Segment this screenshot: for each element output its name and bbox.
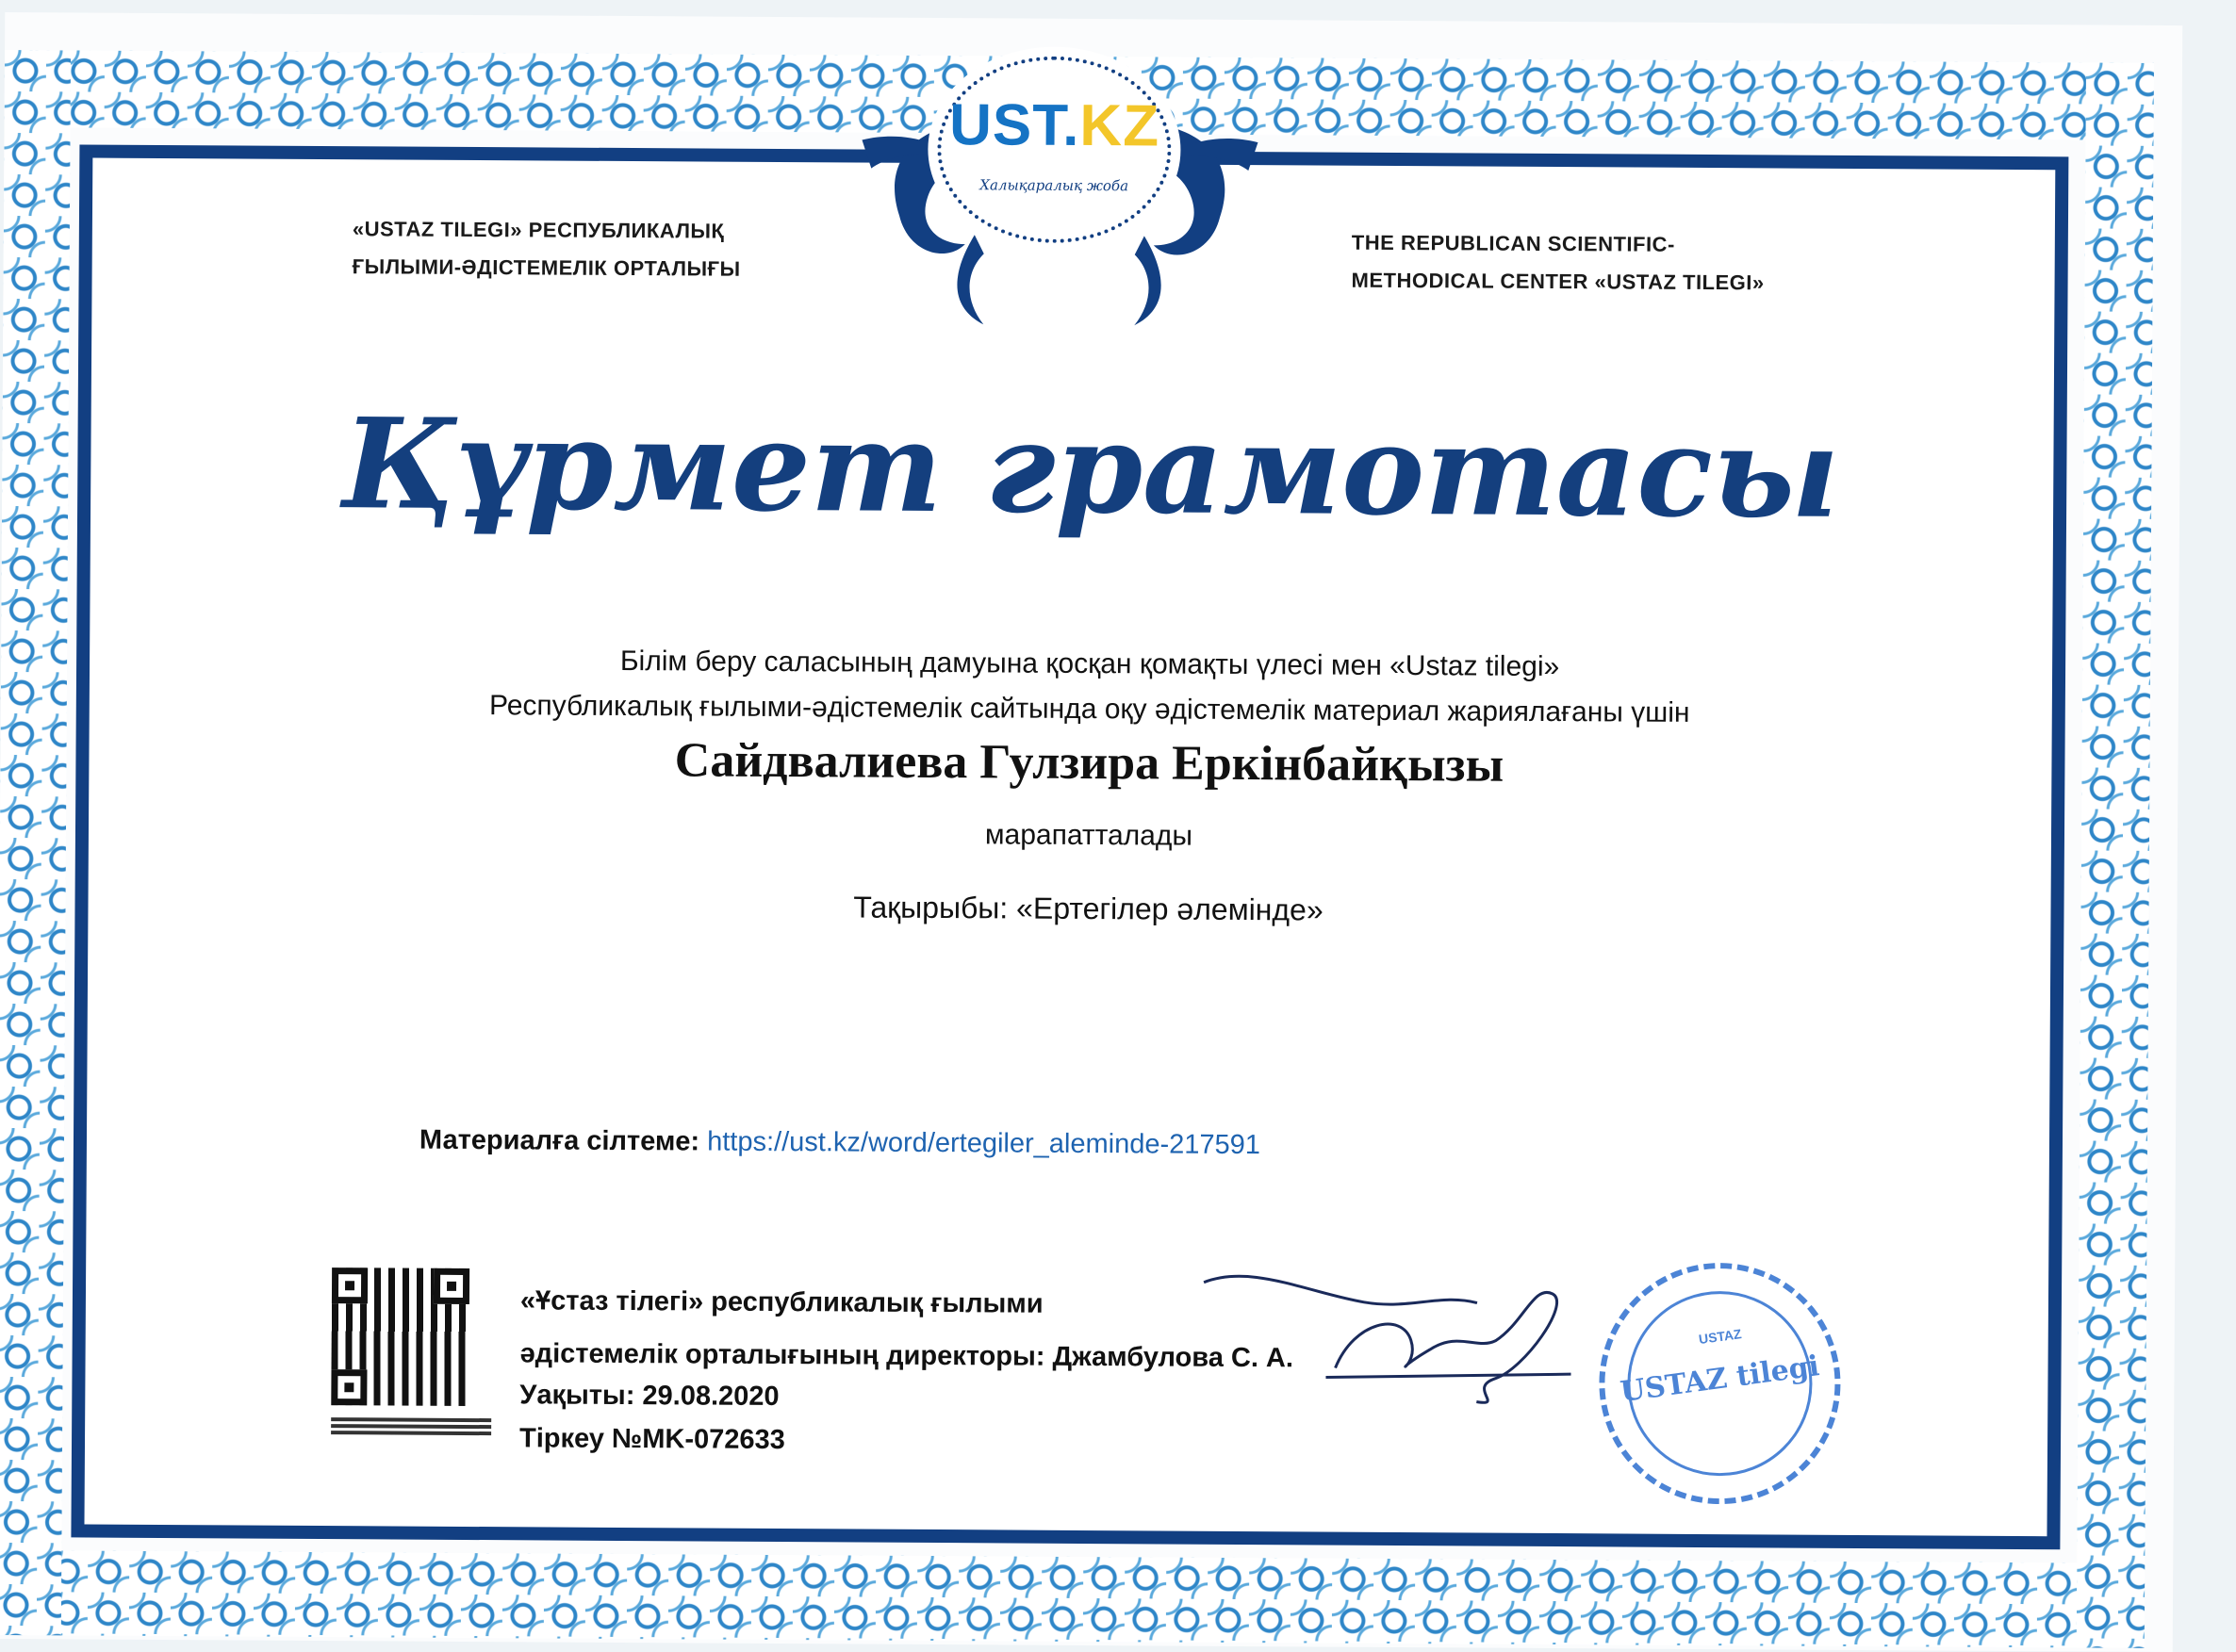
header-right bbox=[1351, 224, 1841, 303]
logo-circle bbox=[937, 56, 1172, 244]
logo-emblem bbox=[851, 36, 1268, 359]
qr-caption-line bbox=[331, 1424, 491, 1429]
material-link-url[interactable]: https://ust.kz/word/ertegiler_aleminde-217591 bbox=[707, 1126, 1261, 1161]
header-left-line1: «USTAZ TILEGI» РЕСПУБЛИКАЛЫҚ bbox=[352, 217, 725, 243]
qr-finder-icon bbox=[434, 1268, 469, 1304]
director-title-line bbox=[520, 1338, 1294, 1374]
qr-code-icon bbox=[331, 1268, 469, 1406]
logo-wordmark bbox=[941, 91, 1167, 159]
awarded-text: марапатталады bbox=[984, 819, 1193, 852]
stamp-center-text: USTAZ tilegi bbox=[1618, 1349, 1821, 1410]
qr-finder-icon bbox=[332, 1268, 368, 1303]
award-reason-line1: Білім беру саласының дамуына қосқан қомақты үлесі мен «Ustaz tilegi» bbox=[619, 645, 1560, 683]
qr-caption-line bbox=[331, 1431, 491, 1435]
qr-caption bbox=[331, 1415, 491, 1438]
award-reason-line2: Республикалық ғылыми-әдістемелік сайтында оқу әдістемелік материал жариялағаны үшін bbox=[488, 690, 1690, 728]
director-org-line: «Ұстаз тілегі» республикалық ғылыми bbox=[519, 1285, 1044, 1319]
ornament-border-bottom bbox=[5, 1550, 2134, 1648]
certificate-sheet bbox=[0, 12, 2182, 1652]
logo-text-main: UST. bbox=[948, 92, 1080, 158]
material-link-row bbox=[419, 1125, 1260, 1161]
qr-caption-line bbox=[331, 1417, 491, 1422]
logo-subtitle: Халықаралық жоба bbox=[979, 176, 1129, 195]
director-name: Джамбулова С. А. bbox=[1052, 1341, 1294, 1374]
logo-text-accent: KZ bbox=[1079, 92, 1160, 159]
certificate-title: Құрмет грамотасы bbox=[342, 391, 1840, 547]
header-right-line2: METHODICAL CENTER «USTAZ TILEGI» bbox=[1351, 268, 1765, 295]
header-right-line1: THE REPUBLICAN SCIENTIFIC- bbox=[1351, 230, 1675, 256]
registration-number: Тіркеу №MK-072633 bbox=[518, 1423, 785, 1456]
material-topic: Тақырыбы: «Ертегілер әлемінде» bbox=[853, 890, 1324, 927]
header-left-line2: ҒЫЛЫМИ-ӘДІСТЕМЕЛІК ОРТАЛЫҒЫ bbox=[352, 254, 741, 281]
header-left bbox=[353, 210, 824, 288]
material-link-label: Материалға сілтеме: bbox=[419, 1124, 700, 1157]
director-title: әдістемелік орталығының директоры: bbox=[519, 1338, 1045, 1372]
qr-finder-icon bbox=[331, 1369, 367, 1405]
issue-date: Уақыты: 29.08.2020 bbox=[519, 1380, 780, 1413]
official-stamp bbox=[1599, 1262, 1842, 1505]
director-signature-icon bbox=[1193, 1264, 1590, 1408]
stamp-top-text: USTAZ bbox=[1698, 1326, 1743, 1348]
recipient-name: Сайдвалиева Гулзира Еркінбайқызы bbox=[674, 733, 1504, 793]
